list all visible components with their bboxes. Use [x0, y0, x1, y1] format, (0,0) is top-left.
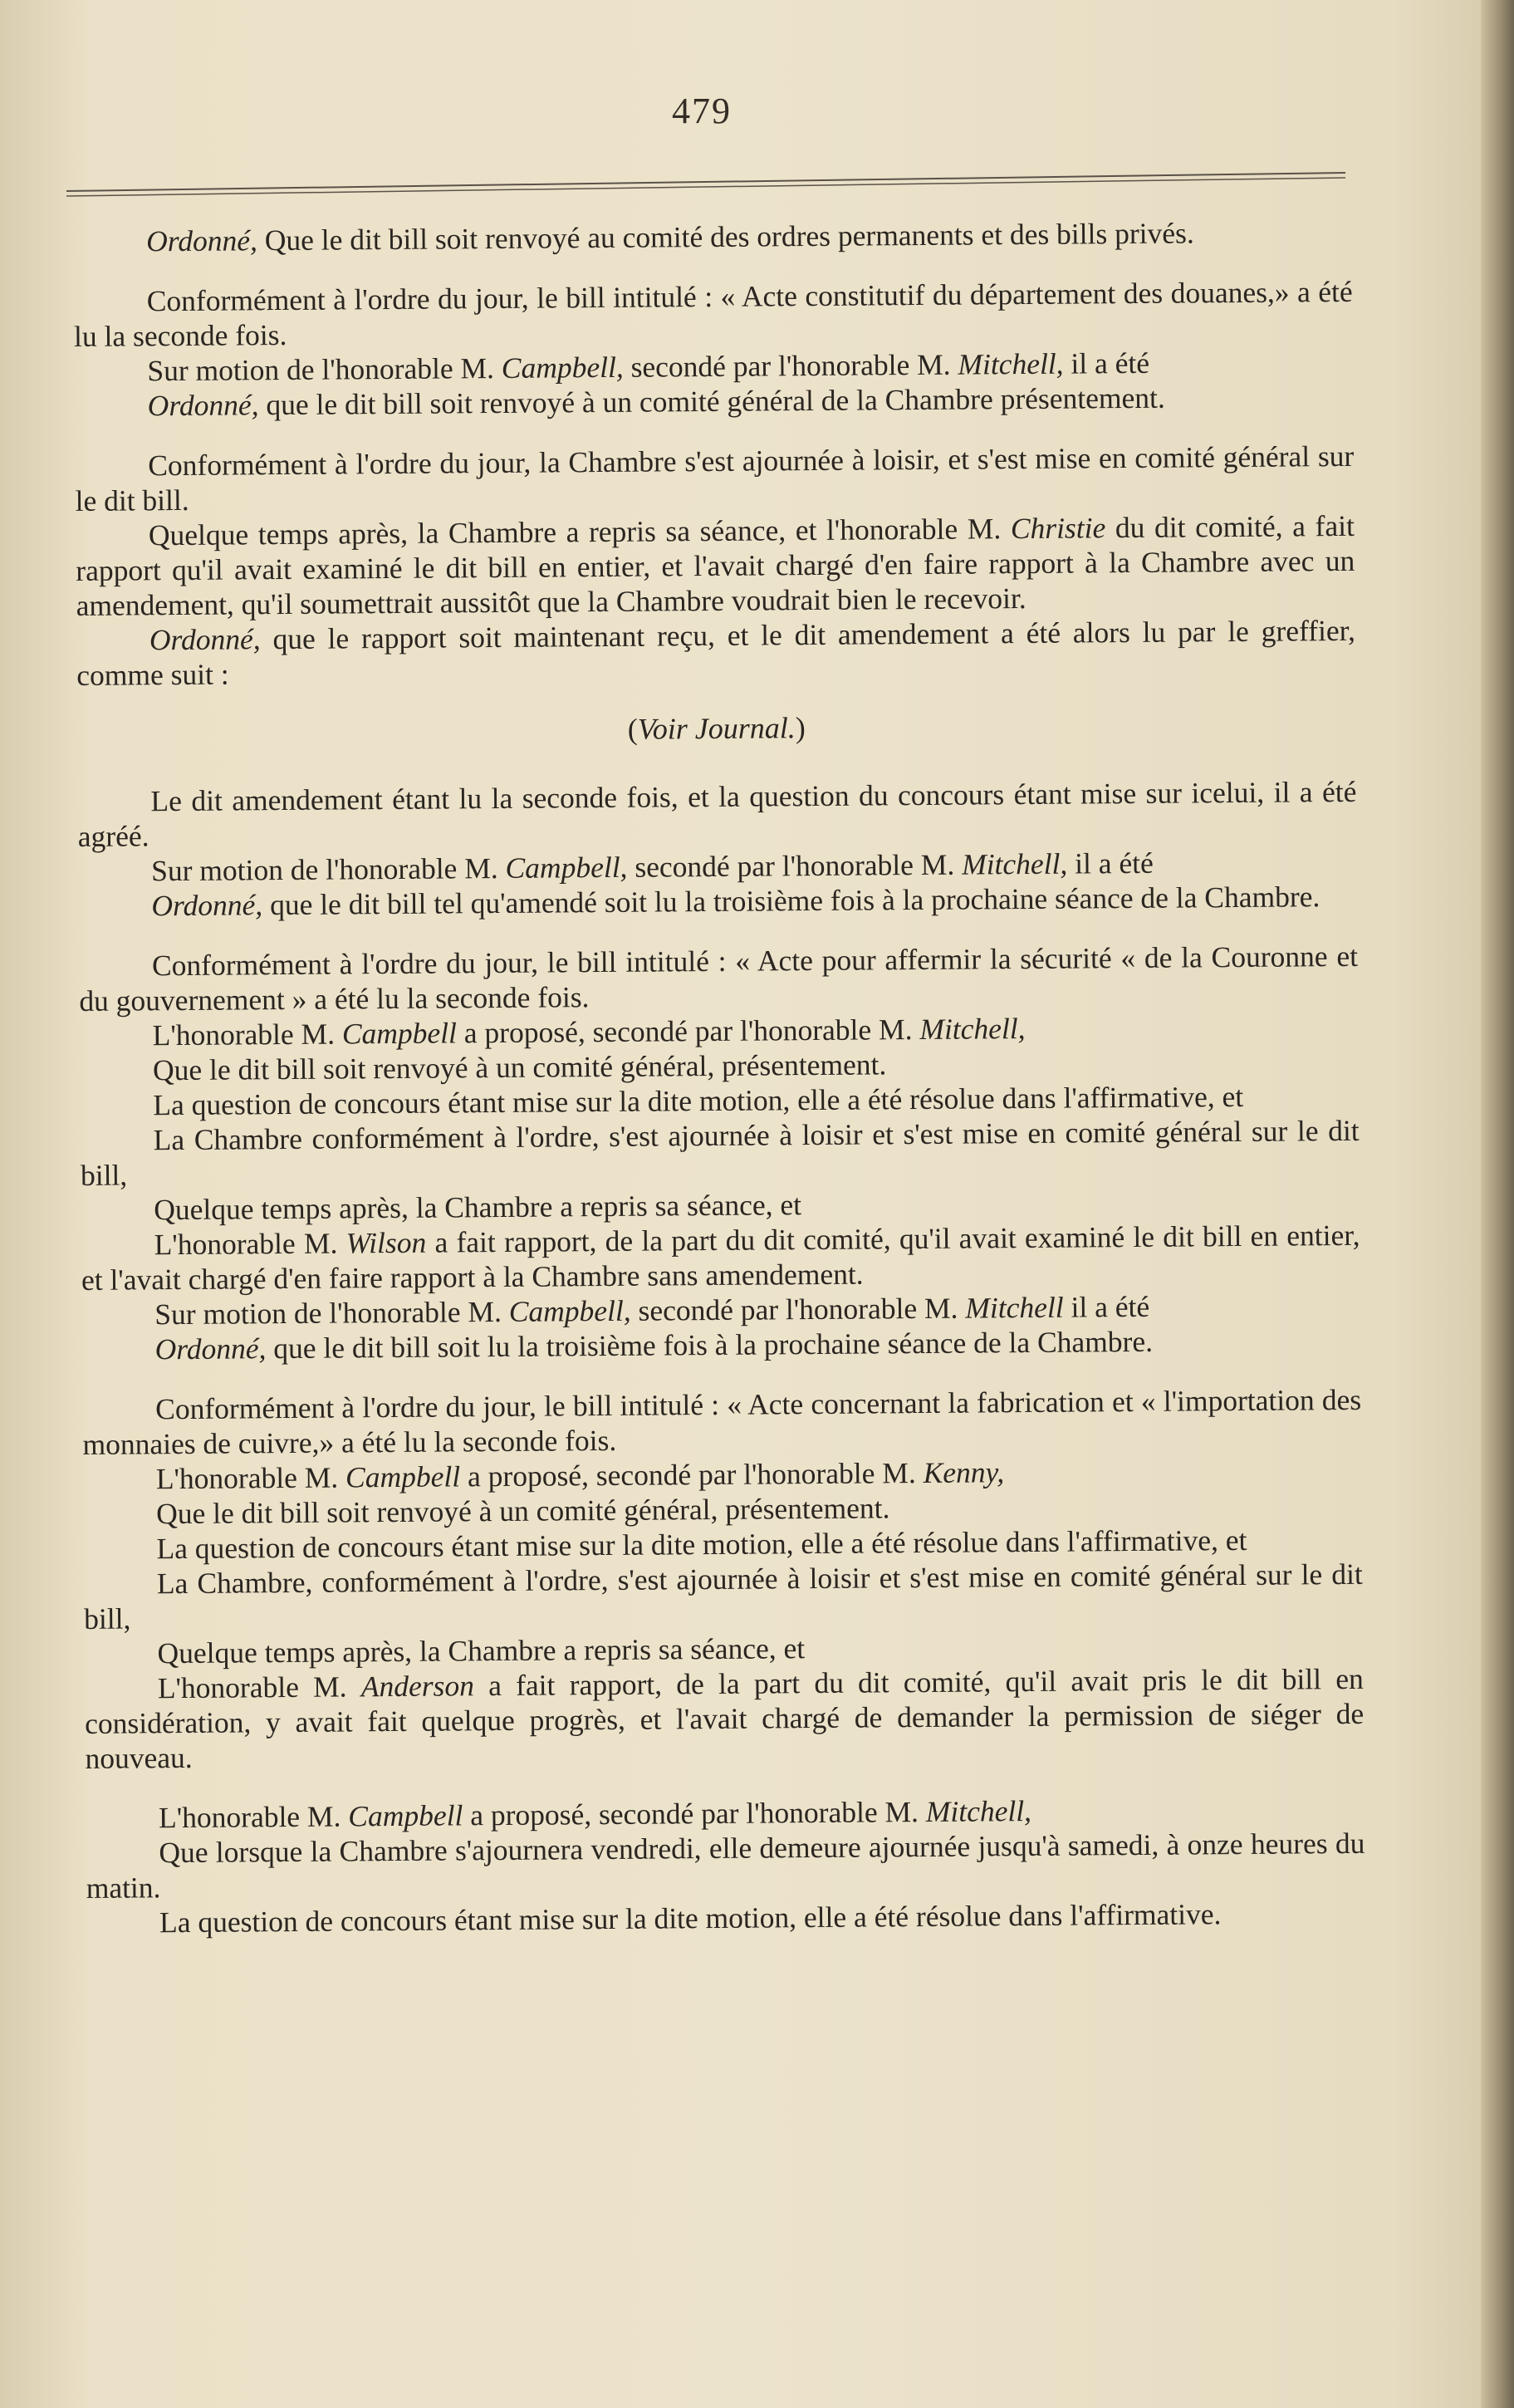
paragraph [77, 774, 1357, 854]
text-run: La question de concours étant mise sur la dite motion, elle a été résolue dans l'affirmative, et [153, 1079, 1244, 1122]
text-run: il a été [1067, 846, 1154, 880]
text-run: La question de concours étant mise sur la dite motion, elle a été résolue dans l'affirmative, et [156, 1523, 1247, 1566]
italic-text: Campbell [348, 1798, 463, 1833]
paragraph [74, 274, 1354, 354]
italic-text: Mitchell, [961, 846, 1068, 881]
italic-text: Ordonné, [151, 888, 263, 923]
paragraph [76, 613, 1356, 693]
text-run: Quelque temps après, la Chambre a repris sa séance, et [157, 1631, 806, 1670]
text-run: Sur motion de l'honorable M. [154, 1294, 509, 1332]
paragraph [73, 214, 1352, 259]
paragraph [76, 508, 1355, 623]
text-run: ) [795, 711, 806, 745]
text-run: secondé par l'honorable M. [630, 1291, 966, 1327]
text-run: Conformément à l'ordre du jour, le bill intitulé : « Acte concernant la fabrication et « l'importation des monnaies de cuivre,» a été lu la seconde fois. [82, 1382, 1362, 1461]
paragraph [80, 1113, 1360, 1193]
text-run: La question de concours étant mise sur la dite motion, elle a été résolue dans l'affirmative. [159, 1897, 1222, 1940]
italic-text: Campbell [345, 1459, 461, 1494]
text-run: il a été [1063, 1289, 1150, 1324]
text-run: L'honorable M. [154, 1226, 346, 1262]
text-run: Quelque temps après, la Chambre a repris sa séance, et l'honorable M. [148, 512, 1012, 552]
text-run: L'honorable M. [152, 1017, 343, 1052]
text-run: L'honorable M. [157, 1670, 361, 1705]
italic-text: Mitchell, [919, 1012, 1026, 1047]
italic-text: Voir Journal. [637, 711, 796, 746]
paragraph [75, 439, 1355, 518]
italic-text: Ordonné, [149, 622, 261, 657]
text-run: La Chambre, conformément à l'ordre, s'est ajournée à loisir et s'est mise en comité général sur le dit bill, [84, 1557, 1363, 1636]
italic-text: Anderson [360, 1669, 475, 1704]
page-number: 479 [672, 91, 732, 131]
paragraph [81, 1218, 1360, 1297]
text-run: a proposé, secondé par l'honorable M. [456, 1013, 920, 1050]
italic-text: Campbell, [505, 850, 628, 885]
italic-text: Christie [1010, 511, 1106, 546]
paragraph [84, 1557, 1364, 1636]
text-run: Que le dit bill soit renvoyé au comité des ordres permanents et des bills privés. [257, 216, 1194, 257]
text-run: que le dit bill soit renvoyé à un comité général de la Chambre présentement. [258, 380, 1165, 422]
text-run: a proposé, secondé par l'honorable M. [459, 1456, 924, 1493]
text-run: secondé par l'honorable M. [627, 847, 963, 884]
text-run: a fait rapport, de la part du dit comité, qu'il avait pris le dit bill en considération, y avait fait quelque progrès, et l'avait chargé de demander la permission de siéger de nouveau. [85, 1661, 1365, 1775]
italic-text: Campbell [341, 1016, 458, 1051]
italic-text: Mitchell, [958, 346, 1064, 381]
text-run: du dit comité, a fait rapport qu'il avait examiné le dit bill en entier, et l'avait chargé d'en faire rapport à la Chambre avec un amendement, qu'il soumettrait aussitôt que la Chambre voudrait bien le recevoir. [76, 508, 1355, 622]
text-run: a proposé, secondé par l'honorable M. [463, 1794, 926, 1832]
text-run: Sur motion de l'honorable M. [147, 351, 502, 388]
text-run: que le dit bill tel qu'amendé soit lu la troisième fois à la prochaine séance de la Chambre. [262, 880, 1320, 922]
italic-text: Campbell, [501, 350, 624, 385]
italic-text: Mitchell [965, 1290, 1064, 1325]
reference-note [77, 706, 1356, 751]
italic-text: Kenny, [923, 1455, 1005, 1490]
italic-text: Ordonné, [146, 223, 258, 258]
text-run: secondé par l'honorable M. [623, 347, 958, 384]
text-run: que le dit bill soit lu la troisième fois à la prochaine séance de la Chambre. [266, 1324, 1154, 1366]
text-run: a fait rapport, de la part du dit comité, qu'il avait examiné le dit bill en entier, et l'avait chargé d'en faire rapport à la Chambre sans amendement. [81, 1218, 1360, 1297]
italic-text: Wilson [345, 1225, 427, 1260]
paragraph [86, 1826, 1365, 1905]
header-rule [66, 166, 1345, 208]
text-run: Conformément à l'ordre du jour, le bill intitulé : « Acte constitutif du département des douanes,» a été lu la seconde fois. [73, 274, 1353, 353]
text-run: Sur motion de l'honorable M. [150, 851, 506, 888]
text-run: L'honorable M. [155, 1460, 346, 1496]
text-run: Que lorsque la Chambre s'ajournera vendredi, elle demeure ajournée jusqu'à samedi, à onze heures du matin. [86, 1826, 1365, 1905]
document-body [73, 214, 1365, 1940]
italic-text: Ordonné, [147, 388, 259, 423]
text-run: Que le dit bill soit renvoyé à un comité général, présentement. [156, 1491, 890, 1531]
text-run: La Chambre conformément à l'ordre, s'est ajournée à loisir et s'est mise en comité général sur le dit bill, [80, 1113, 1360, 1192]
paragraph [82, 1382, 1362, 1462]
text-run: Conformément à l'ordre du jour, le bill intitulé : « Acte pour affermir la sécurité « de la Couronne et du gouvernement » a été lu la seconde fois. [79, 939, 1359, 1018]
italic-text: Ordonné, [154, 1332, 267, 1366]
paragraph [79, 939, 1359, 1018]
italic-text: Mitchell, [925, 1793, 1032, 1828]
paragraph [85, 1661, 1365, 1776]
text-run: que le rapport soit maintenant reçu, et le dit amendement a été alors lu par le greffier, comme suit : [76, 613, 1356, 692]
book-spine-edge [1481, 0, 1514, 2408]
text-run: Conformément à l'ordre du jour, la Chambre s'est ajournée à loisir, et s'est mise en comité général sur le dit bill. [75, 439, 1355, 517]
text-run: Que le dit bill soit renvoyé à un comité général, présentement. [152, 1047, 887, 1087]
text-run: il a été [1063, 346, 1150, 380]
text-run: L'honorable M. [158, 1799, 349, 1835]
text-run: ( [627, 712, 638, 746]
text-run: Le dit amendement étant lu la seconde fois, et la question du concours étant mise sur icelui, il a été agréé. [77, 774, 1357, 853]
italic-text: Campbell, [508, 1293, 631, 1328]
text-run: Quelque temps après, la Chambre a repris sa séance, et [154, 1188, 802, 1227]
